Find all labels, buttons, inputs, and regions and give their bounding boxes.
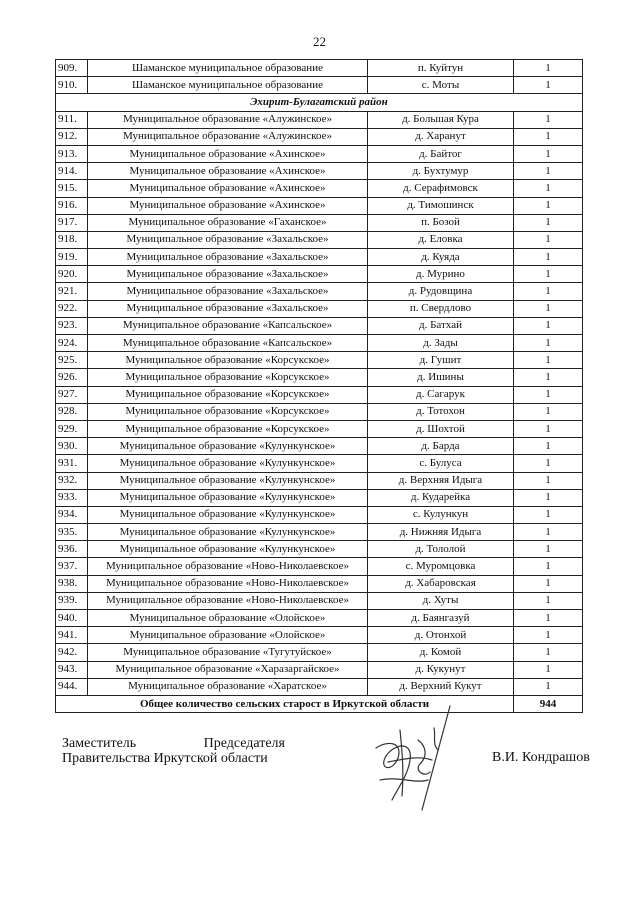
count-cell: 1	[514, 524, 583, 541]
row-number: 912.	[56, 128, 88, 145]
table-row	[56, 386, 583, 403]
row-number: 915.	[56, 180, 88, 197]
count-cell: 1	[514, 455, 583, 472]
table-row	[56, 197, 583, 214]
settlement-cell: д. Байтог	[368, 145, 514, 162]
count-cell: 1	[514, 610, 583, 627]
settlement-cell: с. Кулункун	[368, 506, 514, 523]
municipality-cell: Муниципальное образование «Корсукское»	[88, 420, 368, 437]
table-row	[56, 317, 583, 334]
count-cell: 1	[514, 180, 583, 197]
table-row	[56, 661, 583, 678]
count-cell: 1	[514, 60, 583, 77]
count-cell: 1	[514, 575, 583, 592]
table-row	[56, 77, 583, 94]
signatory-position	[62, 736, 285, 766]
municipality-cell: Муниципальное образование «Ахинское»	[88, 180, 368, 197]
settlement-cell: д. Баянгазуй	[368, 610, 514, 627]
settlement-cell: д. Куяда	[368, 249, 514, 266]
municipality-cell: Шаманское муниципальное образование	[88, 60, 368, 77]
table-row	[56, 300, 583, 317]
row-number: 935.	[56, 524, 88, 541]
count-cell: 1	[514, 558, 583, 575]
count-cell: 1	[514, 420, 583, 437]
table-row	[56, 214, 583, 231]
count-cell: 1	[514, 369, 583, 386]
municipality-cell: Муниципальное образование «Олойское»	[88, 610, 368, 627]
count-cell: 1	[514, 163, 583, 180]
table-row	[56, 420, 583, 437]
municipality-cell: Муниципальное образование «Кулункунское»	[88, 506, 368, 523]
settlement-cell: д. Тололой	[368, 541, 514, 558]
count-cell: 1	[514, 283, 583, 300]
table-row	[56, 111, 583, 128]
municipality-cell: Муниципальное образование «Ново-Николаевское»	[88, 592, 368, 609]
settlement-cell: д. Комой	[368, 644, 514, 661]
position-line-2: Правительства Иркутской области	[62, 751, 268, 766]
count-cell: 1	[514, 300, 583, 317]
settlement-cell: д. Шохтой	[368, 420, 514, 437]
row-number: 914.	[56, 163, 88, 180]
table-row	[56, 60, 583, 77]
municipality-cell: Муниципальное образование «Ахинское»	[88, 163, 368, 180]
municipality-cell: Муниципальное образование «Кулункунское»	[88, 524, 368, 541]
count-cell: 1	[514, 644, 583, 661]
municipality-cell: Муниципальное образование «Олойское»	[88, 627, 368, 644]
table-row	[56, 369, 583, 386]
municipality-cell: Муниципальное образование «Кулункунское»	[88, 455, 368, 472]
settlement-cell: д. Верхний Кукут	[368, 678, 514, 695]
row-number: 920.	[56, 266, 88, 283]
count-cell: 1	[514, 231, 583, 248]
count-cell: 1	[514, 197, 583, 214]
row-number: 943.	[56, 661, 88, 678]
count-cell: 1	[514, 506, 583, 523]
settlement-cell: с. Булуса	[368, 455, 514, 472]
row-number: 924.	[56, 335, 88, 352]
row-number: 909.	[56, 60, 88, 77]
municipality-cell: Муниципальное образование «Захальское»	[88, 249, 368, 266]
total-label: Общее количество сельских старост в Иркутской области	[56, 695, 514, 712]
municipality-cell: Муниципальное образование «Алужинское»	[88, 111, 368, 128]
municipality-cell: Муниципальное образование «Харазаргайское»	[88, 661, 368, 678]
settlement-cell: п. Свердлово	[368, 300, 514, 317]
count-cell: 1	[514, 111, 583, 128]
position-word-2: Председателя	[203, 736, 285, 751]
row-number: 925.	[56, 352, 88, 369]
table-row	[56, 163, 583, 180]
page-number: 22	[313, 34, 326, 49]
settlement-cell: д. Мурино	[368, 266, 514, 283]
settlement-cell: д. Бухтумур	[368, 163, 514, 180]
municipality-cell: Муниципальное образование «Ахинское»	[88, 145, 368, 162]
table-row	[56, 249, 583, 266]
row-number: 938.	[56, 575, 88, 592]
table-row	[56, 558, 583, 575]
municipality-cell: Шаманское муниципальное образование	[88, 77, 368, 94]
municipality-cell: Муниципальное образование «Захальское»	[88, 283, 368, 300]
municipality-cell: Муниципальное образование «Тугутуйское»	[88, 644, 368, 661]
row-number: 933.	[56, 489, 88, 506]
settlement-cell: д. Барда	[368, 438, 514, 455]
count-cell: 1	[514, 145, 583, 162]
count-cell: 1	[514, 335, 583, 352]
table-row	[56, 128, 583, 145]
settlement-cell: д. Серафимовск	[368, 180, 514, 197]
row-number: 922.	[56, 300, 88, 317]
settlement-cell: д. Гушит	[368, 352, 514, 369]
settlement-cell: с. Муромцовка	[368, 558, 514, 575]
row-number: 926.	[56, 369, 88, 386]
municipality-cell: Муниципальное образование «Капсальское»	[88, 335, 368, 352]
settlement-cell: д. Кударейка	[368, 489, 514, 506]
municipality-cell: Муниципальное образование «Ново-Николаевское»	[88, 575, 368, 592]
settlement-cell: д. Харанут	[368, 128, 514, 145]
signatory-name: В.И. Кондрашов	[492, 750, 590, 765]
settlement-cell: д. Сагарук	[368, 386, 514, 403]
municipality-cell: Муниципальное образование «Кулункунское»	[88, 541, 368, 558]
table-row	[56, 352, 583, 369]
row-number: 944.	[56, 678, 88, 695]
table-row	[56, 506, 583, 523]
row-number: 939.	[56, 592, 88, 609]
row-number: 931.	[56, 455, 88, 472]
table-row	[56, 283, 583, 300]
count-cell: 1	[514, 627, 583, 644]
row-number: 936.	[56, 541, 88, 558]
settlement-cell: д. Тотохон	[368, 403, 514, 420]
count-cell: 1	[514, 438, 583, 455]
district-section-row	[56, 94, 583, 111]
municipality-cell: Муниципальное образование «Корсукское»	[88, 352, 368, 369]
count-cell: 1	[514, 317, 583, 334]
settlement-cell: д. Отонхой	[368, 627, 514, 644]
count-cell: 1	[514, 489, 583, 506]
row-number: 928.	[56, 403, 88, 420]
table-row	[56, 610, 583, 627]
row-number: 932.	[56, 472, 88, 489]
count-cell: 1	[514, 592, 583, 609]
municipality-cell: Муниципальное образование «Ново-Николаевское»	[88, 558, 368, 575]
table-row	[56, 541, 583, 558]
table-row	[56, 524, 583, 541]
municipality-cell: Муниципальное образование «Корсукское»	[88, 386, 368, 403]
municipality-cell: Муниципальное образование «Капсальское»	[88, 317, 368, 334]
count-cell: 1	[514, 541, 583, 558]
handwritten-signature	[358, 700, 468, 820]
municipality-cell: Муниципальное образование «Захальское»	[88, 300, 368, 317]
settlement-cell: д. Хабаровская	[368, 575, 514, 592]
settlement-cell: п. Бозой	[368, 214, 514, 231]
table-row	[56, 678, 583, 695]
row-number: 916.	[56, 197, 88, 214]
table-row	[56, 145, 583, 162]
row-number: 919.	[56, 249, 88, 266]
table-row	[56, 592, 583, 609]
table-row	[56, 575, 583, 592]
row-number: 911.	[56, 111, 88, 128]
row-number: 934.	[56, 506, 88, 523]
table-row	[56, 472, 583, 489]
row-number: 941.	[56, 627, 88, 644]
count-cell: 1	[514, 403, 583, 420]
settlement-cell: д. Нижняя Идыга	[368, 524, 514, 541]
starosta-registry-table	[55, 59, 583, 713]
row-number: 929.	[56, 420, 88, 437]
settlement-cell: д. Еловка	[368, 231, 514, 248]
district-title: Эхирит-Булагатский район	[56, 94, 583, 111]
settlement-cell: д. Батхай	[368, 317, 514, 334]
municipality-cell: Муниципальное образование «Захальское»	[88, 231, 368, 248]
municipality-cell: Муниципальное образование «Кулункунское»	[88, 489, 368, 506]
municipality-cell: Муниципальное образование «Гаханское»	[88, 214, 368, 231]
table-row	[56, 266, 583, 283]
settlement-cell: с. Моты	[368, 77, 514, 94]
municipality-cell: Муниципальное образование «Алужинское»	[88, 128, 368, 145]
count-cell: 1	[514, 214, 583, 231]
count-cell: 1	[514, 472, 583, 489]
table-row	[56, 438, 583, 455]
table-row	[56, 403, 583, 420]
row-number: 917.	[56, 214, 88, 231]
table-row	[56, 455, 583, 472]
row-number: 910.	[56, 77, 88, 94]
row-number: 930.	[56, 438, 88, 455]
row-number: 940.	[56, 610, 88, 627]
municipality-cell: Муниципальное образование «Харатское»	[88, 678, 368, 695]
settlement-cell: д. Кукунут	[368, 661, 514, 678]
municipality-cell: Муниципальное образование «Корсукское»	[88, 403, 368, 420]
total-row	[56, 695, 583, 712]
count-cell: 1	[514, 678, 583, 695]
row-number: 937.	[56, 558, 88, 575]
table-row	[56, 335, 583, 352]
municipality-cell: Муниципальное образование «Захальское»	[88, 266, 368, 283]
table-row	[56, 231, 583, 248]
table-row	[56, 180, 583, 197]
row-number: 942.	[56, 644, 88, 661]
settlement-cell: д. Тимошинск	[368, 197, 514, 214]
settlement-cell: д. Хуты	[368, 592, 514, 609]
count-cell: 1	[514, 352, 583, 369]
position-word-1: Заместитель	[62, 736, 137, 751]
row-number: 918.	[56, 231, 88, 248]
row-number: 921.	[56, 283, 88, 300]
table-row	[56, 644, 583, 661]
municipality-cell: Муниципальное образование «Кулункунское»	[88, 438, 368, 455]
municipality-cell: Муниципальное образование «Корсукское»	[88, 369, 368, 386]
table-row	[56, 627, 583, 644]
municipality-cell: Муниципальное образование «Ахинское»	[88, 197, 368, 214]
row-number: 923.	[56, 317, 88, 334]
count-cell: 1	[514, 77, 583, 94]
table-row	[56, 489, 583, 506]
total-value: 944	[514, 695, 583, 712]
count-cell: 1	[514, 386, 583, 403]
settlement-cell: д. Рудовщина	[368, 283, 514, 300]
municipality-cell: Муниципальное образование «Кулункунское»	[88, 472, 368, 489]
row-number: 913.	[56, 145, 88, 162]
settlement-cell: п. Куйтун	[368, 60, 514, 77]
count-cell: 1	[514, 249, 583, 266]
count-cell: 1	[514, 661, 583, 678]
row-number: 927.	[56, 386, 88, 403]
settlement-cell: д. Ишины	[368, 369, 514, 386]
count-cell: 1	[514, 128, 583, 145]
count-cell: 1	[514, 266, 583, 283]
settlement-cell: д. Большая Кура	[368, 111, 514, 128]
settlement-cell: д. Верхняя Идыга	[368, 472, 514, 489]
settlement-cell: д. Зады	[368, 335, 514, 352]
